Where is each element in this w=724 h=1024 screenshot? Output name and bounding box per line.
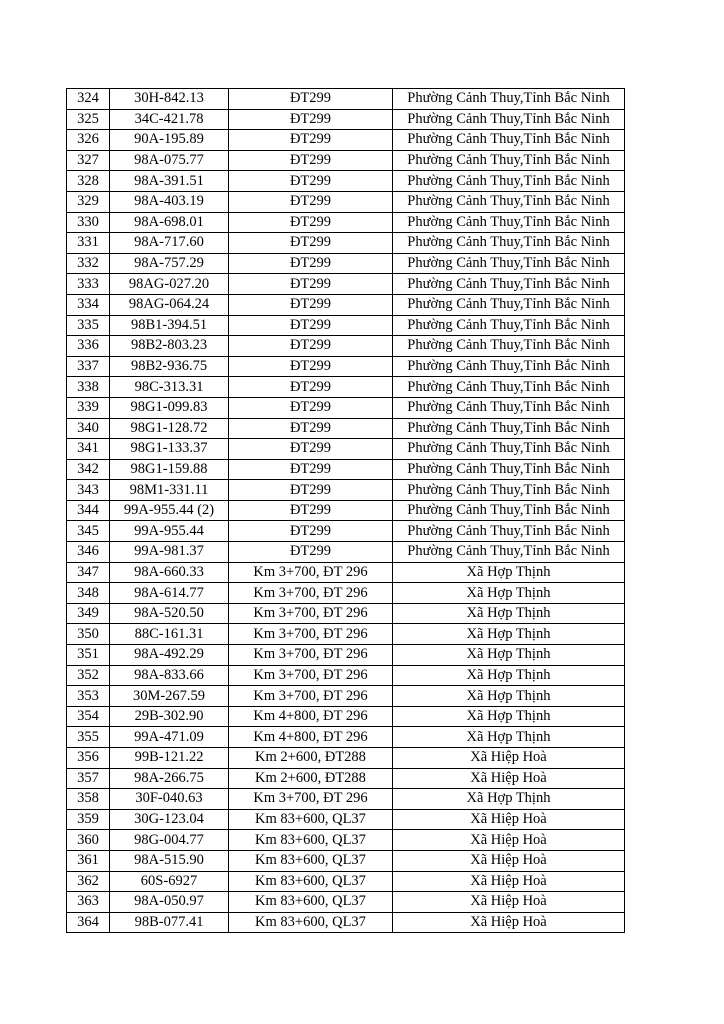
commune-cell: Xã Hợp Thịnh xyxy=(393,706,625,727)
table-row xyxy=(67,830,625,851)
road-location-cell: Km 83+600, QL37 xyxy=(229,871,393,892)
road-location-cell: ĐT299 xyxy=(229,315,393,336)
road-location-cell: Km 3+700, ĐT 296 xyxy=(229,686,393,707)
road-location-cell: ĐT299 xyxy=(229,109,393,130)
table-row xyxy=(67,212,625,233)
table-row xyxy=(67,727,625,748)
table-row xyxy=(67,253,625,274)
commune-cell: Xã Hợp Thịnh xyxy=(393,686,625,707)
road-location-cell: Km 2+600, ĐT288 xyxy=(229,748,393,769)
row-number-cell: 337 xyxy=(67,356,110,377)
row-number-cell: 361 xyxy=(67,850,110,871)
table-row xyxy=(67,418,625,439)
table-row xyxy=(67,336,625,357)
commune-cell: Phường Cảnh Thuy,Tỉnh Bắc Ninh xyxy=(393,356,625,377)
license-plate-cell: 99A-981.37 xyxy=(110,542,229,563)
license-plate-cell: 98M1-331.11 xyxy=(110,480,229,501)
row-number-cell: 357 xyxy=(67,768,110,789)
commune-cell: Phường Cảnh Thuy,Tỉnh Bắc Ninh xyxy=(393,418,625,439)
table-row xyxy=(67,397,625,418)
road-location-cell: ĐT299 xyxy=(229,89,393,110)
commune-cell: Xã Hiệp Hoà xyxy=(393,830,625,851)
road-location-cell: ĐT299 xyxy=(229,274,393,295)
row-number-cell: 340 xyxy=(67,418,110,439)
road-location-cell: ĐT299 xyxy=(229,500,393,521)
license-plate-cell: 30H-842.13 xyxy=(110,89,229,110)
license-plate-cell: 98A-520.50 xyxy=(110,603,229,624)
license-plate-cell: 98AG-064.24 xyxy=(110,294,229,315)
commune-cell: Phường Cảnh Thuy,Tỉnh Bắc Ninh xyxy=(393,500,625,521)
row-number-cell: 347 xyxy=(67,562,110,583)
license-plate-cell: 29B-302.90 xyxy=(110,706,229,727)
table-body xyxy=(67,89,625,933)
road-location-cell: ĐT299 xyxy=(229,542,393,563)
row-number-cell: 345 xyxy=(67,521,110,542)
road-location-cell: ĐT299 xyxy=(229,253,393,274)
license-plate-cell: 98A-266.75 xyxy=(110,768,229,789)
table-row xyxy=(67,665,625,686)
license-plate-cell: 60S-6927 xyxy=(110,871,229,892)
commune-cell: Xã Hiệp Hoà xyxy=(393,768,625,789)
commune-cell: Phường Cảnh Thuy,Tỉnh Bắc Ninh xyxy=(393,459,625,480)
road-location-cell: ĐT299 xyxy=(229,459,393,480)
road-location-cell: ĐT299 xyxy=(229,336,393,357)
road-location-cell: ĐT299 xyxy=(229,480,393,501)
row-number-cell: 356 xyxy=(67,748,110,769)
table-row xyxy=(67,809,625,830)
table-row xyxy=(67,171,625,192)
commune-cell: Xã Hiệp Hoà xyxy=(393,809,625,830)
table-row xyxy=(67,150,625,171)
row-number-cell: 344 xyxy=(67,500,110,521)
road-location-cell: ĐT299 xyxy=(229,150,393,171)
table-row xyxy=(67,542,625,563)
row-number-cell: 346 xyxy=(67,542,110,563)
license-plate-cell: 30G-123.04 xyxy=(110,809,229,830)
license-plate-cell: 98B-077.41 xyxy=(110,912,229,933)
table-row xyxy=(67,624,625,645)
table-row xyxy=(67,459,625,480)
commune-cell: Phường Cảnh Thuy,Tỉnh Bắc Ninh xyxy=(393,171,625,192)
license-plate-cell: 88C-161.31 xyxy=(110,624,229,645)
road-location-cell: ĐT299 xyxy=(229,191,393,212)
commune-cell: Phường Cảnh Thuy,Tỉnh Bắc Ninh xyxy=(393,130,625,151)
license-plate-cell: 99A-955.44 xyxy=(110,521,229,542)
commune-cell: Xã Hiệp Hoà xyxy=(393,912,625,933)
commune-cell: Phường Cảnh Thuy,Tỉnh Bắc Ninh xyxy=(393,439,625,460)
license-plate-cell: 98C-313.31 xyxy=(110,377,229,398)
commune-cell: Phường Cảnh Thuy,Tỉnh Bắc Ninh xyxy=(393,377,625,398)
commune-cell: Phường Cảnh Thuy,Tỉnh Bắc Ninh xyxy=(393,191,625,212)
license-plate-cell: 98G-004.77 xyxy=(110,830,229,851)
table-row xyxy=(67,789,625,810)
row-number-cell: 353 xyxy=(67,686,110,707)
road-location-cell: Km 4+800, ĐT 296 xyxy=(229,727,393,748)
license-plate-cell: 98G1-099.83 xyxy=(110,397,229,418)
commune-cell: Xã Hợp Thịnh xyxy=(393,645,625,666)
license-plate-cell: 98A-050.97 xyxy=(110,892,229,913)
license-plate-cell: 98A-757.29 xyxy=(110,253,229,274)
road-location-cell: ĐT299 xyxy=(229,356,393,377)
commune-cell: Phường Cảnh Thuy,Tỉnh Bắc Ninh xyxy=(393,274,625,295)
license-plate-cell: 98A-403.19 xyxy=(110,191,229,212)
table-row xyxy=(67,603,625,624)
table-row xyxy=(67,294,625,315)
license-plate-cell: 98A-515.90 xyxy=(110,850,229,871)
row-number-cell: 354 xyxy=(67,706,110,727)
road-location-cell: ĐT299 xyxy=(229,233,393,254)
license-plate-cell: 98B2-803.23 xyxy=(110,336,229,357)
violations-table xyxy=(66,88,625,933)
row-number-cell: 339 xyxy=(67,397,110,418)
commune-cell: Xã Hiệp Hoà xyxy=(393,871,625,892)
commune-cell: Xã Hợp Thịnh xyxy=(393,624,625,645)
road-location-cell: Km 83+600, QL37 xyxy=(229,850,393,871)
license-plate-cell: 34C-421.78 xyxy=(110,109,229,130)
road-location-cell: Km 83+600, QL37 xyxy=(229,912,393,933)
row-number-cell: 348 xyxy=(67,583,110,604)
road-location-cell: Km 3+700, ĐT 296 xyxy=(229,645,393,666)
row-number-cell: 355 xyxy=(67,727,110,748)
license-plate-cell: 98G1-159.88 xyxy=(110,459,229,480)
road-location-cell: ĐT299 xyxy=(229,521,393,542)
road-location-cell: Km 3+700, ĐT 296 xyxy=(229,624,393,645)
row-number-cell: 343 xyxy=(67,480,110,501)
row-number-cell: 363 xyxy=(67,892,110,913)
row-number-cell: 352 xyxy=(67,665,110,686)
table-row xyxy=(67,850,625,871)
row-number-cell: 338 xyxy=(67,377,110,398)
road-location-cell: Km 3+700, ĐT 296 xyxy=(229,789,393,810)
table-row xyxy=(67,233,625,254)
license-plate-cell: 98A-075.77 xyxy=(110,150,229,171)
table-row xyxy=(67,748,625,769)
table-row xyxy=(67,480,625,501)
license-plate-cell: 99B-121.22 xyxy=(110,748,229,769)
license-plate-cell: 98A-698.01 xyxy=(110,212,229,233)
row-number-cell: 358 xyxy=(67,789,110,810)
row-number-cell: 350 xyxy=(67,624,110,645)
license-plate-cell: 98B1-394.51 xyxy=(110,315,229,336)
commune-cell: Phường Cảnh Thuy,Tỉnh Bắc Ninh xyxy=(393,315,625,336)
row-number-cell: 351 xyxy=(67,645,110,666)
row-number-cell: 327 xyxy=(67,150,110,171)
commune-cell: Phường Cảnh Thuy,Tỉnh Bắc Ninh xyxy=(393,294,625,315)
license-plate-cell: 98A-833.66 xyxy=(110,665,229,686)
road-location-cell: ĐT299 xyxy=(229,418,393,439)
license-plate-cell: 98AG-027.20 xyxy=(110,274,229,295)
license-plate-cell: 98A-660.33 xyxy=(110,562,229,583)
table-row xyxy=(67,521,625,542)
license-plate-cell: 99A-955.44 (2) xyxy=(110,500,229,521)
commune-cell: Xã Hiệp Hoà xyxy=(393,748,625,769)
table-row xyxy=(67,191,625,212)
license-plate-cell: 98A-492.29 xyxy=(110,645,229,666)
table-row xyxy=(67,377,625,398)
license-plate-cell: 98A-614.77 xyxy=(110,583,229,604)
license-plate-cell: 98G1-128.72 xyxy=(110,418,229,439)
row-number-cell: 362 xyxy=(67,871,110,892)
commune-cell: Phường Cảnh Thuy,Tỉnh Bắc Ninh xyxy=(393,480,625,501)
row-number-cell: 329 xyxy=(67,191,110,212)
road-location-cell: ĐT299 xyxy=(229,439,393,460)
row-number-cell: 349 xyxy=(67,603,110,624)
road-location-cell: Km 83+600, QL37 xyxy=(229,809,393,830)
table-row xyxy=(67,562,625,583)
row-number-cell: 359 xyxy=(67,809,110,830)
table-row xyxy=(67,871,625,892)
road-location-cell: Km 3+700, ĐT 296 xyxy=(229,583,393,604)
row-number-cell: 332 xyxy=(67,253,110,274)
commune-cell: Phường Cảnh Thuy,Tỉnh Bắc Ninh xyxy=(393,397,625,418)
table-row xyxy=(67,768,625,789)
commune-cell: Xã Hiệp Hoà xyxy=(393,892,625,913)
row-number-cell: 331 xyxy=(67,233,110,254)
commune-cell: Phường Cảnh Thuy,Tỉnh Bắc Ninh xyxy=(393,109,625,130)
commune-cell: Xã Hợp Thịnh xyxy=(393,583,625,604)
table-row xyxy=(67,130,625,151)
road-location-cell: Km 83+600, QL37 xyxy=(229,892,393,913)
commune-cell: Xã Hợp Thịnh xyxy=(393,727,625,748)
table-row xyxy=(67,500,625,521)
license-plate-cell: 90A-195.89 xyxy=(110,130,229,151)
commune-cell: Xã Hiệp Hoà xyxy=(393,850,625,871)
table-row xyxy=(67,439,625,460)
row-number-cell: 342 xyxy=(67,459,110,480)
table-row xyxy=(67,109,625,130)
road-location-cell: Km 4+800, ĐT 296 xyxy=(229,706,393,727)
road-location-cell: ĐT299 xyxy=(229,377,393,398)
commune-cell: Phường Cảnh Thuy,Tỉnh Bắc Ninh xyxy=(393,336,625,357)
license-plate-cell: 98G1-133.37 xyxy=(110,439,229,460)
table-row xyxy=(67,912,625,933)
table-row xyxy=(67,892,625,913)
commune-cell: Phường Cảnh Thuy,Tỉnh Bắc Ninh xyxy=(393,212,625,233)
row-number-cell: 335 xyxy=(67,315,110,336)
road-location-cell: ĐT299 xyxy=(229,212,393,233)
license-plate-cell: 98A-391.51 xyxy=(110,171,229,192)
commune-cell: Xã Hợp Thịnh xyxy=(393,665,625,686)
table-row xyxy=(67,645,625,666)
commune-cell: Xã Hợp Thịnh xyxy=(393,603,625,624)
road-location-cell: Km 2+600, ĐT288 xyxy=(229,768,393,789)
road-location-cell: ĐT299 xyxy=(229,294,393,315)
row-number-cell: 328 xyxy=(67,171,110,192)
table-row xyxy=(67,706,625,727)
road-location-cell: Km 83+600, QL37 xyxy=(229,830,393,851)
commune-cell: Phường Cảnh Thuy,Tỉnh Bắc Ninh xyxy=(393,521,625,542)
road-location-cell: Km 3+700, ĐT 296 xyxy=(229,603,393,624)
row-number-cell: 364 xyxy=(67,912,110,933)
commune-cell: Xã Hợp Thịnh xyxy=(393,562,625,583)
table-row xyxy=(67,315,625,336)
commune-cell: Phường Cảnh Thuy,Tỉnh Bắc Ninh xyxy=(393,150,625,171)
row-number-cell: 360 xyxy=(67,830,110,851)
license-plate-cell: 30M-267.59 xyxy=(110,686,229,707)
road-location-cell: ĐT299 xyxy=(229,171,393,192)
commune-cell: Xã Hợp Thịnh xyxy=(393,789,625,810)
table-row xyxy=(67,356,625,377)
row-number-cell: 330 xyxy=(67,212,110,233)
license-plate-cell: 98A-717.60 xyxy=(110,233,229,254)
commune-cell: Phường Cảnh Thuy,Tỉnh Bắc Ninh xyxy=(393,253,625,274)
license-plate-cell: 30F-040.63 xyxy=(110,789,229,810)
row-number-cell: 326 xyxy=(67,130,110,151)
license-plate-cell: 99A-471.09 xyxy=(110,727,229,748)
row-number-cell: 334 xyxy=(67,294,110,315)
row-number-cell: 341 xyxy=(67,439,110,460)
commune-cell: Phường Cảnh Thuy,Tỉnh Bắc Ninh xyxy=(393,542,625,563)
table-row xyxy=(67,89,625,110)
row-number-cell: 333 xyxy=(67,274,110,295)
row-number-cell: 336 xyxy=(67,336,110,357)
table-row xyxy=(67,686,625,707)
row-number-cell: 325 xyxy=(67,109,110,130)
table-row xyxy=(67,583,625,604)
commune-cell: Phường Cảnh Thuy,Tỉnh Bắc Ninh xyxy=(393,89,625,110)
table-row xyxy=(67,274,625,295)
road-location-cell: Km 3+700, ĐT 296 xyxy=(229,665,393,686)
road-location-cell: ĐT299 xyxy=(229,130,393,151)
road-location-cell: ĐT299 xyxy=(229,397,393,418)
commune-cell: Phường Cảnh Thuy,Tỉnh Bắc Ninh xyxy=(393,233,625,254)
row-number-cell: 324 xyxy=(67,89,110,110)
road-location-cell: Km 3+700, ĐT 296 xyxy=(229,562,393,583)
license-plate-cell: 98B2-936.75 xyxy=(110,356,229,377)
